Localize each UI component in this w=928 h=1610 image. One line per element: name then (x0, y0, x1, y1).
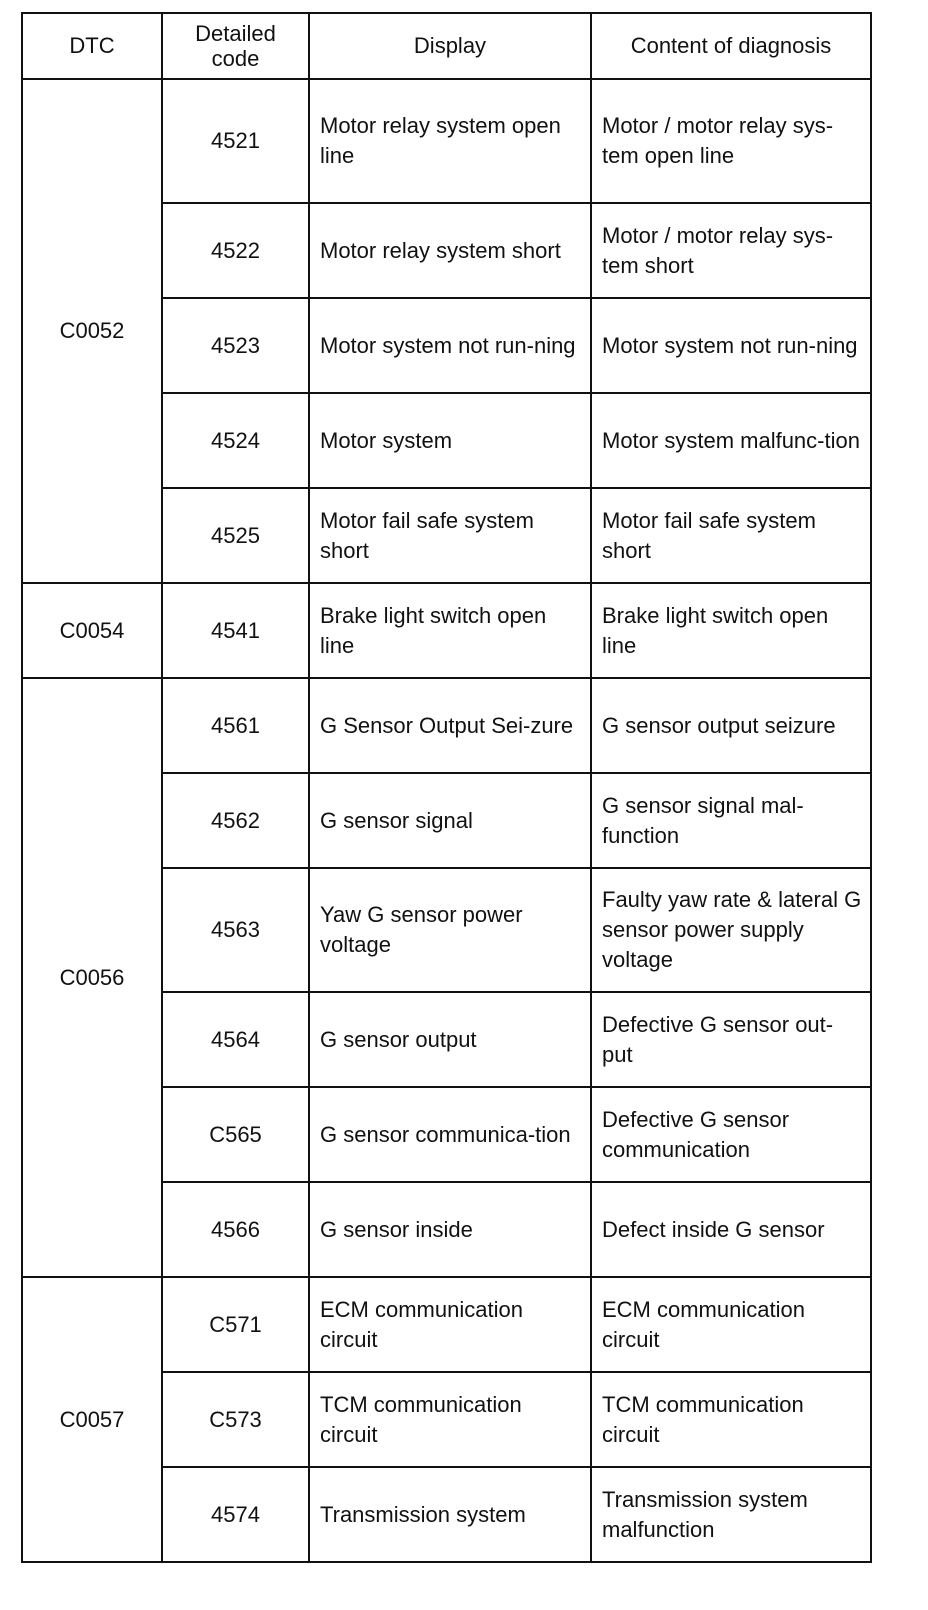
code-cell: 4563 (162, 868, 309, 992)
content-cell: Defective G sensor out-put (591, 992, 871, 1087)
dtc-table (21, 12, 872, 1563)
header-row (22, 13, 871, 79)
display-cell: G sensor signal (309, 773, 591, 868)
display-cell: Yaw G sensor power voltage (309, 868, 591, 992)
display-cell: Motor relay system short (309, 203, 591, 298)
dtc-cell: C0057 (22, 1277, 162, 1562)
display-cell: Motor relay system open line (309, 79, 591, 203)
code-cell: 4522 (162, 203, 309, 298)
display-cell: G sensor inside (309, 1182, 591, 1277)
code-cell: 4561 (162, 678, 309, 773)
content-cell: Faulty yaw rate & lateral G sensor power supply voltage (591, 868, 871, 992)
header-dtc: DTC (22, 13, 162, 79)
content-cell: Brake light switch open line (591, 583, 871, 678)
code-cell: 4525 (162, 488, 309, 583)
display-cell: G Sensor Output Sei-zure (309, 678, 591, 773)
content-cell: G sensor signal mal-function (591, 773, 871, 868)
table-row (22, 678, 871, 773)
display-cell: Transmission system (309, 1467, 591, 1562)
code-cell: 4521 (162, 79, 309, 203)
content-cell: Motor system not run-ning (591, 298, 871, 393)
display-cell: Brake light switch open line (309, 583, 591, 678)
content-cell: Motor / motor relay sys-tem short (591, 203, 871, 298)
code-cell: C571 (162, 1277, 309, 1372)
code-cell: C573 (162, 1372, 309, 1467)
code-cell: 4564 (162, 992, 309, 1087)
display-cell: Motor system (309, 393, 591, 488)
dtc-cell: C0054 (22, 583, 162, 678)
code-cell: 4566 (162, 1182, 309, 1277)
table-row (22, 1277, 871, 1372)
dtc-cell: C0056 (22, 678, 162, 1277)
display-cell: Motor fail safe system short (309, 488, 591, 583)
table-row (22, 583, 871, 678)
code-cell: 4562 (162, 773, 309, 868)
content-cell: Motor fail safe system short (591, 488, 871, 583)
table-row (22, 79, 871, 203)
header-detailed-code: Detailed code (162, 13, 309, 79)
display-cell: Motor system not run-ning (309, 298, 591, 393)
header-content-of-diagnosis: Content of diagnosis (591, 13, 871, 79)
content-cell: Motor system malfunc-tion (591, 393, 871, 488)
display-cell: TCM communication circuit (309, 1372, 591, 1467)
header-display: Display (309, 13, 591, 79)
code-cell: 4524 (162, 393, 309, 488)
content-cell: Defective G sensor communication (591, 1087, 871, 1182)
content-cell: Motor / motor relay sys-tem open line (591, 79, 871, 203)
content-cell: G sensor output seizure (591, 678, 871, 773)
display-cell: G sensor communica-tion (309, 1087, 591, 1182)
content-cell: TCM communication circuit (591, 1372, 871, 1467)
code-cell: 4541 (162, 583, 309, 678)
content-cell: Defect inside G sensor (591, 1182, 871, 1277)
content-cell: ECM communication circuit (591, 1277, 871, 1372)
content-cell: Transmission system malfunction (591, 1467, 871, 1562)
code-cell: 4574 (162, 1467, 309, 1562)
code-cell: 4523 (162, 298, 309, 393)
display-cell: ECM communication circuit (309, 1277, 591, 1372)
dtc-cell: C0052 (22, 79, 162, 583)
code-cell: C565 (162, 1087, 309, 1182)
display-cell: G sensor output (309, 992, 591, 1087)
